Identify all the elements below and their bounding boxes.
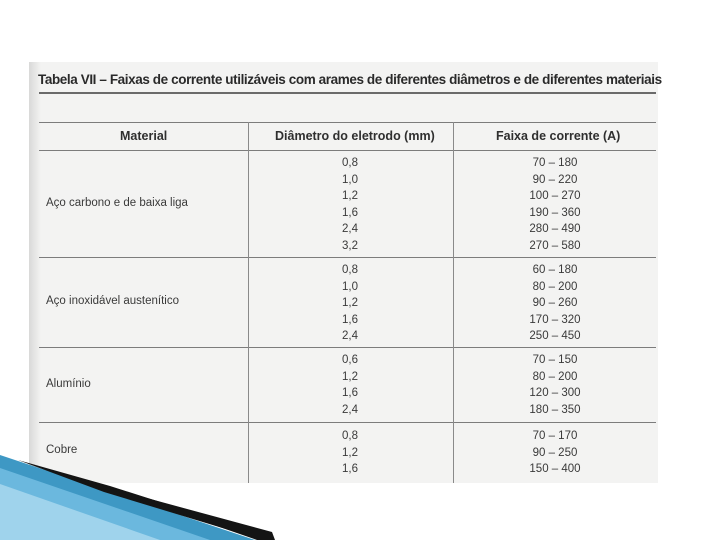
material-label: Aço inoxidável austenítico bbox=[46, 295, 179, 307]
current-range-value: 90 – 220 bbox=[532, 173, 578, 186]
diameter-value: 3,2 bbox=[342, 239, 358, 252]
diameter-value: 0,6 bbox=[342, 354, 358, 366]
header-material: Material bbox=[120, 129, 168, 143]
current-range-value: 90 – 250 bbox=[532, 446, 578, 459]
diameter-value: 2,4 bbox=[342, 223, 358, 236]
current-range-value: 120 – 300 bbox=[529, 387, 581, 400]
diameter-value: 2,4 bbox=[342, 403, 358, 416]
diameter-value: 0,8 bbox=[342, 264, 358, 276]
current-range-value: 70 – 170 bbox=[532, 430, 578, 442]
diameter-value: 1,2 bbox=[342, 370, 358, 383]
diameter-value: 1,0 bbox=[342, 173, 358, 186]
diameter-value: 1,6 bbox=[342, 313, 358, 326]
diameter-value: 1,2 bbox=[342, 446, 358, 459]
material-label: Aço carbono e de baixa liga bbox=[46, 197, 188, 209]
diameter-value: 1,0 bbox=[342, 280, 358, 293]
diameter-value: 0,8 bbox=[342, 430, 358, 442]
material-label: Alumínio bbox=[46, 378, 91, 390]
diameter-value: 1,2 bbox=[342, 190, 358, 203]
diameter-value: 1,6 bbox=[342, 387, 358, 400]
current-range-value: 60 – 180 bbox=[532, 264, 578, 276]
current-range-value: 150 – 400 bbox=[529, 463, 581, 476]
current-range-value: 280 – 490 bbox=[529, 223, 581, 236]
current-range-value: 80 – 200 bbox=[532, 280, 578, 293]
current-range-value: 80 – 200 bbox=[532, 370, 578, 383]
table-caption: Tabela VII – Faixas de corrente utilizáveis com arames de diferentes diâmetros e de diferentes materiais bbox=[38, 72, 662, 87]
material-label: Cobre bbox=[46, 444, 78, 456]
diameter-value: 1,2 bbox=[342, 297, 358, 310]
diameter-value: 2,4 bbox=[342, 330, 358, 343]
diameter-value: 1,6 bbox=[342, 206, 358, 219]
current-range-value: 90 – 260 bbox=[532, 297, 578, 310]
current-range-value: 250 – 450 bbox=[529, 330, 581, 343]
diameter-value: 0,8 bbox=[342, 157, 358, 169]
current-range-value: 180 – 350 bbox=[529, 403, 581, 416]
current-range-value: 190 – 360 bbox=[529, 206, 581, 219]
header-current-range: Faixa de corrente (A) bbox=[496, 129, 621, 143]
diameter-value: 1,6 bbox=[342, 463, 358, 476]
header-diameter: Diâmetro do eletrodo (mm) bbox=[275, 129, 435, 143]
current-range-value: 70 – 150 bbox=[532, 354, 578, 366]
current-range-value: 270 – 580 bbox=[529, 239, 581, 252]
current-range-value: 100 – 270 bbox=[529, 190, 581, 203]
current-range-value: 70 – 180 bbox=[532, 157, 578, 169]
current-range-value: 170 – 320 bbox=[529, 313, 581, 326]
